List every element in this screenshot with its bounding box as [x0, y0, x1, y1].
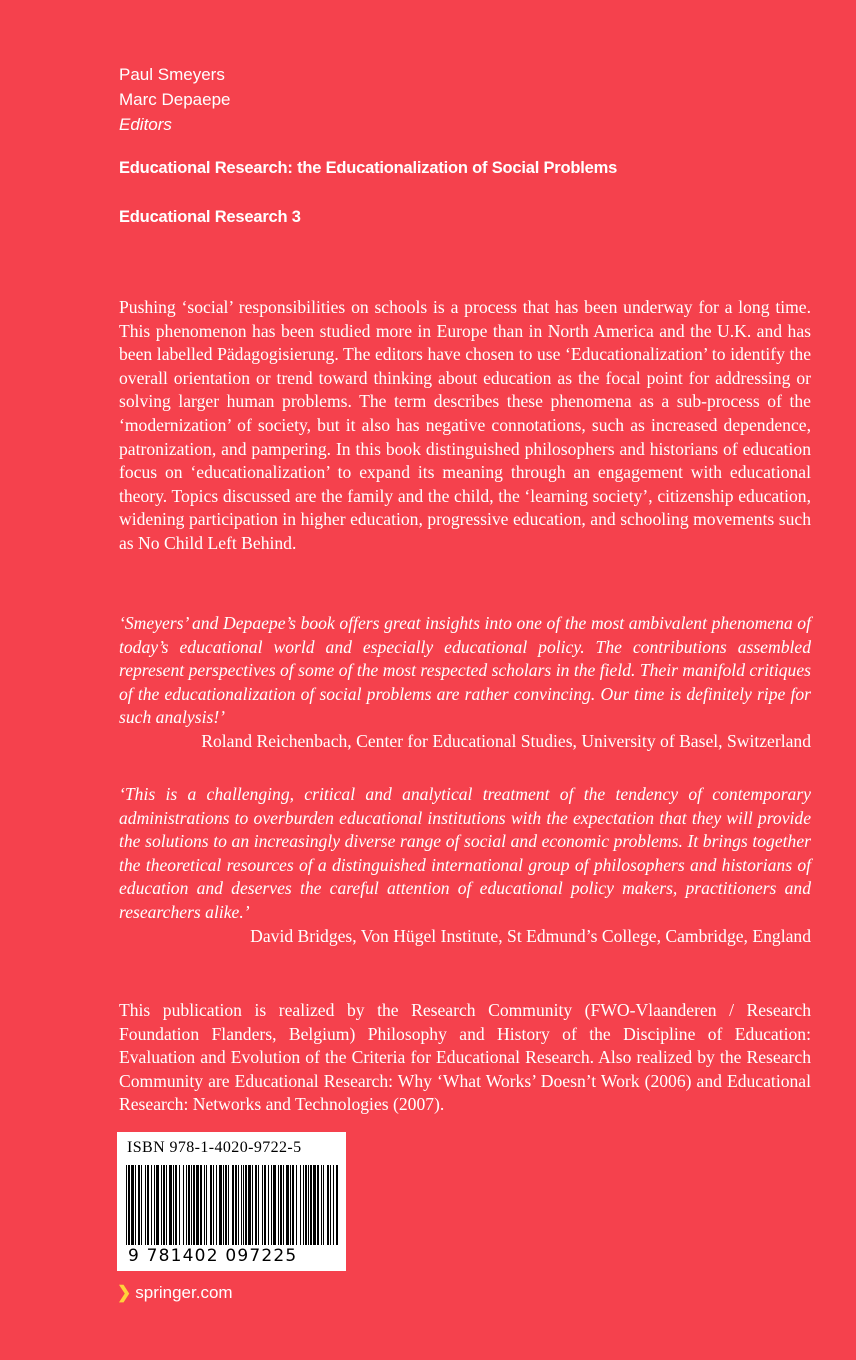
- barcode-bar: [255, 1165, 257, 1245]
- barcode-bar: [327, 1165, 329, 1245]
- barcode-bar: [126, 1165, 127, 1245]
- barcode-bar: [191, 1165, 192, 1245]
- series-title: Educational Research 3: [119, 208, 301, 226]
- editors-block: [119, 62, 231, 137]
- barcode-bar: [241, 1165, 242, 1245]
- barcode-bar: [228, 1165, 229, 1245]
- barcode-bar: [141, 1165, 142, 1245]
- barcode-bar: [310, 1165, 312, 1245]
- barcode-bar: [154, 1165, 155, 1245]
- barcode-bar: [258, 1165, 259, 1245]
- barcode-bar: [188, 1165, 190, 1245]
- barcode-bar: [323, 1165, 324, 1245]
- barcode-bar: [216, 1165, 217, 1245]
- barcode-bar: [173, 1165, 174, 1245]
- barcode-bar: [147, 1165, 149, 1245]
- review-quote: ‘This is a challenging, critical and analytical treatment of the tendency of contemporary administrations to overburden educational institutions with the expectation that they will provide the solutions to an increasingly diverse range of social and economic problems. It brings together the theoretical resources of a distinguished international group of philosophers and historians of education and deserves the careful attention of educational policy makers, practitioners and researchers alike.’: [119, 784, 811, 922]
- barcode-bar: [225, 1165, 227, 1245]
- barcode-bar: [219, 1165, 222, 1245]
- barcode-bar: [135, 1165, 136, 1245]
- barcode-bar: [235, 1165, 237, 1245]
- barcode-bar: [300, 1165, 301, 1245]
- isbn-barcode-panel: [117, 1132, 346, 1271]
- review-quote: ‘Smeyers’ and Depaepe’s book offers great insights into one of the most ambivalent phenomena of today’s educational world and especially educational policy. The contributions assembled represent perspectives of some of the most respected scholars in the field. Their manifold critiques of the educationalization of social problems are rather convincing. Our time is definitely ripe for such analysis!’: [119, 613, 811, 728]
- publication-note: This publication is realized by the Research Community (FWO-Vlaanderen / Research Foundation Flanders, Belgium) Philosophy and History of the Discipline of Education: Evaluation and Evolution of the Criteria for Educational Research. Also realized by the Research Community are Educational Research: Why ‘What Works’ Doesn’t Work (2006) and Educational Research: Networks and Technologies (2007).: [119, 1000, 811, 1115]
- barcode-bar: [290, 1165, 291, 1245]
- barcode-bar: [313, 1165, 316, 1245]
- barcode-bar: [243, 1165, 244, 1245]
- barcode-bar: [196, 1165, 199, 1245]
- barcode-bar: [151, 1165, 152, 1245]
- barcode-bar: [278, 1165, 279, 1245]
- isbn-digits: 9 781402 097225: [128, 1246, 298, 1266]
- barcode-bar: [186, 1165, 187, 1245]
- barcode-bar: [145, 1165, 146, 1245]
- barcode-bar: [206, 1165, 207, 1245]
- barcode-bar: [283, 1165, 284, 1245]
- barcode-bar: [179, 1165, 180, 1245]
- barcode-bar: [204, 1165, 205, 1245]
- chevron-right-icon: ❯: [117, 1283, 132, 1302]
- barcode-bar: [193, 1165, 195, 1245]
- barcode-bar: [131, 1165, 134, 1245]
- barcode-bar: [200, 1165, 202, 1245]
- editor-name: Paul Smeyers: [119, 65, 225, 84]
- website-link[interactable]: springer.com: [135, 1283, 233, 1302]
- barcode-bar: [308, 1165, 309, 1245]
- barcode-bar: [245, 1165, 247, 1245]
- barcode-bar: [175, 1165, 177, 1245]
- barcode-bar: [333, 1165, 334, 1245]
- barcode-bar: [210, 1165, 212, 1245]
- review-block: [119, 783, 811, 948]
- barcode-bar: [128, 1165, 130, 1245]
- barcode-bar: [169, 1165, 172, 1245]
- barcode-bar: [336, 1165, 338, 1245]
- barcode-icon: [126, 1165, 338, 1245]
- barcode-bar: [330, 1165, 331, 1245]
- barcode-bar: [264, 1165, 266, 1245]
- publisher-website[interactable]: [117, 1283, 233, 1303]
- book-description: Pushing ‘social’ responsibilities on schools is a process that has been underway for a long time. This phenomenon has been studied more in Europe than in North America and the U.K. and has been labelled Pädagogisierung. The editors have chosen to use ‘Educationalization’ to identify the overall orientation or trend toward thinking about education as the focal point for addressing or solving larger human problems. The term describes these phenomena as a sub-process of the ‘modernization’ of society, but it also has negative connotations, such as increased dependence, patronization, and pampering. In this book distinguished philosophers and historians of education focus on ‘educationalization’ to expand its meaning through an engagement with educational theory. Topics discussed are the family and the child, the ‘learning society’, citizenship education, widening participation in higher education, progressive education, and schooling movements such as No Child Left Behind.: [119, 297, 811, 553]
- barcode-bar: [183, 1165, 184, 1245]
- review-block: [119, 612, 811, 754]
- barcode-bar: [280, 1165, 282, 1245]
- isbn-label: ISBN 978-1-4020-9722-5: [127, 1139, 302, 1156]
- editors-label: Editors: [119, 115, 172, 134]
- barcode-bar: [138, 1165, 140, 1245]
- barcode-bar: [248, 1165, 251, 1245]
- barcode-bar: [163, 1165, 165, 1245]
- review-attribution: Roland Reichenbach, Center for Educational Studies, University of Basel, Switzerland: [201, 730, 811, 751]
- barcode-bar: [303, 1165, 304, 1245]
- barcode-bar: [292, 1165, 294, 1245]
- barcode-bar: [271, 1165, 272, 1245]
- barcode-bar: [286, 1165, 289, 1245]
- book-title: Educational Research: the Educationalization of Social Problems: [119, 159, 618, 177]
- barcode-bar: [156, 1165, 159, 1245]
- barcode-bar: [268, 1165, 269, 1245]
- barcode-bar: [223, 1165, 224, 1245]
- barcode-bar: [232, 1165, 234, 1245]
- barcode-bar: [296, 1165, 297, 1245]
- barcode-bar: [252, 1165, 253, 1245]
- barcode-bar: [321, 1165, 322, 1245]
- barcode-bar: [161, 1165, 162, 1245]
- barcode-bar: [238, 1165, 239, 1245]
- editor-name: Marc Depaepe: [119, 90, 231, 109]
- review-attribution: David Bridges, Von Hügel Institute, St Edmund’s College, Cambridge, England: [250, 925, 811, 946]
- barcode-bar: [262, 1165, 263, 1245]
- barcode-bar: [317, 1165, 319, 1245]
- barcode-bar: [213, 1165, 214, 1245]
- barcode-bar: [305, 1165, 307, 1245]
- barcode-bar: [273, 1165, 276, 1245]
- barcode-bar: [166, 1165, 167, 1245]
